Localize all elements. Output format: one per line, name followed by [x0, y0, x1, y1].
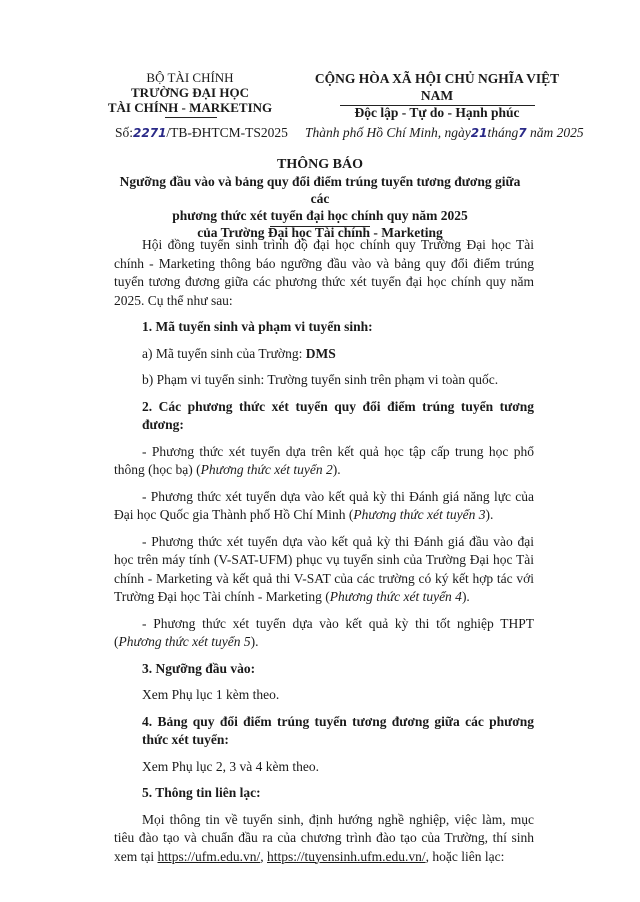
national-header: [312, 70, 562, 121]
section-1-heading: 1. Mã tuyển sinh và phạm vi tuyển sinh:: [142, 319, 373, 334]
republic-name: CỘNG HÒA XÃ HỘI CHỦ NGHĨA VIỆT NAM: [314, 71, 560, 103]
motto-underline: [340, 105, 535, 106]
section-4-text: Xem Phụ lục 2, 3 và 4 kèm theo.: [142, 758, 319, 774]
national-motto: Độc lập - Tự do - Hạnh phúc: [354, 105, 520, 120]
method-5: - Phương thức xét tuyển dựa vào kết quả kỳ thi tốt nghiệp THPT (Phương thức xét tuyển 5).: [114, 615, 534, 649]
title-underline: [270, 226, 370, 227]
ministry-name: BỘ TÀI CHÍNH: [146, 70, 234, 85]
handwritten-day: 21: [470, 126, 488, 140]
school-name-line1: TRƯỜNG ĐẠI HỌC: [131, 85, 249, 100]
section-2-heading: 2. Các phương thức xét tuyển quy đổi điểm trúng tuyển tương đương:: [142, 398, 534, 432]
section-3-heading: 3. Ngưỡng đầu vào:: [142, 660, 256, 676]
issuer-divider: [165, 117, 217, 118]
admission-code: a) Mã tuyển sinh của Trường: DMS: [142, 345, 336, 361]
document-number: Số:2271/TB-ĐHTCM-TS2025: [115, 125, 288, 140]
ufm-website-link[interactable]: https://ufm.edu.vn/: [157, 848, 261, 864]
handwritten-number: 2271: [133, 126, 167, 140]
notice-body: [114, 236, 534, 874]
section-5-text: Mọi thông tin về tuyển sinh, định hướng nghề nghiệp, việc làm, mục tiêu đào tạo và chuẩn đầu ra của chương trình đào tạo của Trường, thí sinh xem tại https://ufm.edu.vn/, https://tuyensinh.ufm.edu.vn/, hoặc liên lạc:: [114, 811, 534, 864]
method-4: - Phương thức xét tuyển dựa vào kết quả kỳ thi Đánh giá đầu vào đại học trên máy tính (V-SAT-UFM) phục vụ tuyển sinh của Trường Đại học Tài chính - Marketing và kết quả thi V-SAT của các trường có ký kết hợp tác với Trường Đại học Tài chính - Marketing (Phương thức xét tuyển 4).: [114, 533, 534, 604]
issuer-block: [100, 70, 280, 115]
admission-scope: b) Phạm vi tuyển sinh: Trường tuyển sinh trên phạm vi toàn quốc.: [142, 372, 499, 387]
intro-paragraph: Hội đồng tuyển sinh trình độ đại học chính quy Trường Đại học Tài chính - Marketing thông báo ngưỡng đầu vào và bảng quy đổi điểm trúng tuyển tương đương giữa các phương thức xét tuyển đại học chính quy năm 2025. Cụ thể như sau:: [114, 237, 534, 308]
section-3-text: Xem Phụ lục 1 kèm theo.: [142, 687, 280, 702]
admissions-website-link[interactable]: https://tuyensinh.ufm.edu.vn/: [267, 848, 426, 864]
notice-title: THÔNG BÁO: [277, 157, 363, 172]
notice-subtitle: Ngưỡng đầu vào và bảng quy đổi điểm trúng tuyển tương đương giữa các phương thức xét tuyển đại học chính quy năm 2025 của Trường Đại học Tài chính - Marketing: [119, 174, 521, 240]
section-4-heading: 4. Bảng quy đổi điểm trúng tuyển tương đương giữa các phương thức xét tuyển:: [142, 713, 534, 747]
school-name-line2: TÀI CHÍNH - MARKETING: [107, 100, 273, 115]
place-and-date: Thành phố Hồ Chí Minh, ngày21tháng7 năm 2025: [305, 125, 584, 140]
method-2: - Phương thức xét tuyển dựa trên kết quả học tập cấp trung học phổ thông (học bạ) (Phương thức xét tuyển 2).: [114, 443, 534, 477]
method-3: - Phương thức xét tuyển dựa vào kết quả kỳ thi Đánh giá năng lực của Đại học Quốc gia Thành phố Hồ Chí Minh (Phương thức xét tuyển 3).: [114, 488, 534, 522]
handwritten-month: 7: [518, 126, 527, 140]
section-5-heading: 5. Thông tin liên lạc:: [142, 785, 261, 800]
